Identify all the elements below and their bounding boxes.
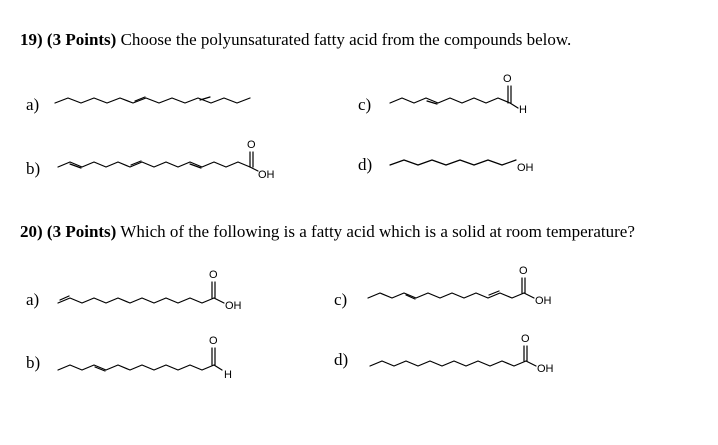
question-19-text: Choose the polyunsaturated fatty acid from the compounds below. xyxy=(120,30,572,49)
question-20-points: (3 Points) xyxy=(46,222,117,241)
q19-option-b-label: b) xyxy=(26,159,41,178)
question-19-points: (3 Points) xyxy=(46,30,117,49)
q20-option-a-structure xyxy=(58,269,242,312)
q20-option-c-label: c) xyxy=(334,290,348,309)
carboxyl-group: OH xyxy=(258,169,275,181)
carbonyl-oxygen: O xyxy=(209,335,218,347)
q19-option-d-label: d) xyxy=(358,155,373,174)
q19-option-a-label: a) xyxy=(26,95,40,114)
q20-option-a-label: a) xyxy=(26,290,40,309)
question-20-number: 20) xyxy=(20,222,43,241)
q20-option-b-structure xyxy=(58,335,232,381)
carboxyl-group: OH xyxy=(225,300,242,312)
question-20-text: Which of the following is a fatty acid which is a solid at room temperature? xyxy=(120,222,635,241)
carbonyl-oxygen: O xyxy=(521,333,530,345)
q20-option-d-label: d) xyxy=(334,350,349,369)
q19-option-c-label: c) xyxy=(358,95,372,114)
aldehyde-group: H xyxy=(224,369,232,381)
carboxyl-group: OH xyxy=(537,363,554,375)
carbonyl-oxygen: O xyxy=(247,139,256,151)
carbonyl-oxygen: O xyxy=(519,265,528,277)
question-19-number: 19) xyxy=(20,30,43,49)
hydroxyl-bond xyxy=(524,293,534,298)
hydroxyl-bond xyxy=(526,361,536,366)
carboxyl-group: OH xyxy=(535,295,552,307)
carbonyl-oxygen: O xyxy=(209,269,218,281)
carbonyl-oxygen: O xyxy=(503,73,512,85)
carboxyl-group: OH xyxy=(517,162,534,174)
hydroxyl-bond xyxy=(214,298,224,303)
aldehyde-group: H xyxy=(519,104,527,116)
aldehyde-bond xyxy=(214,365,222,370)
q20-option-c-structure xyxy=(368,265,552,307)
q20-option-b-label: b) xyxy=(26,353,41,372)
q20-option-d-structure xyxy=(370,333,554,375)
